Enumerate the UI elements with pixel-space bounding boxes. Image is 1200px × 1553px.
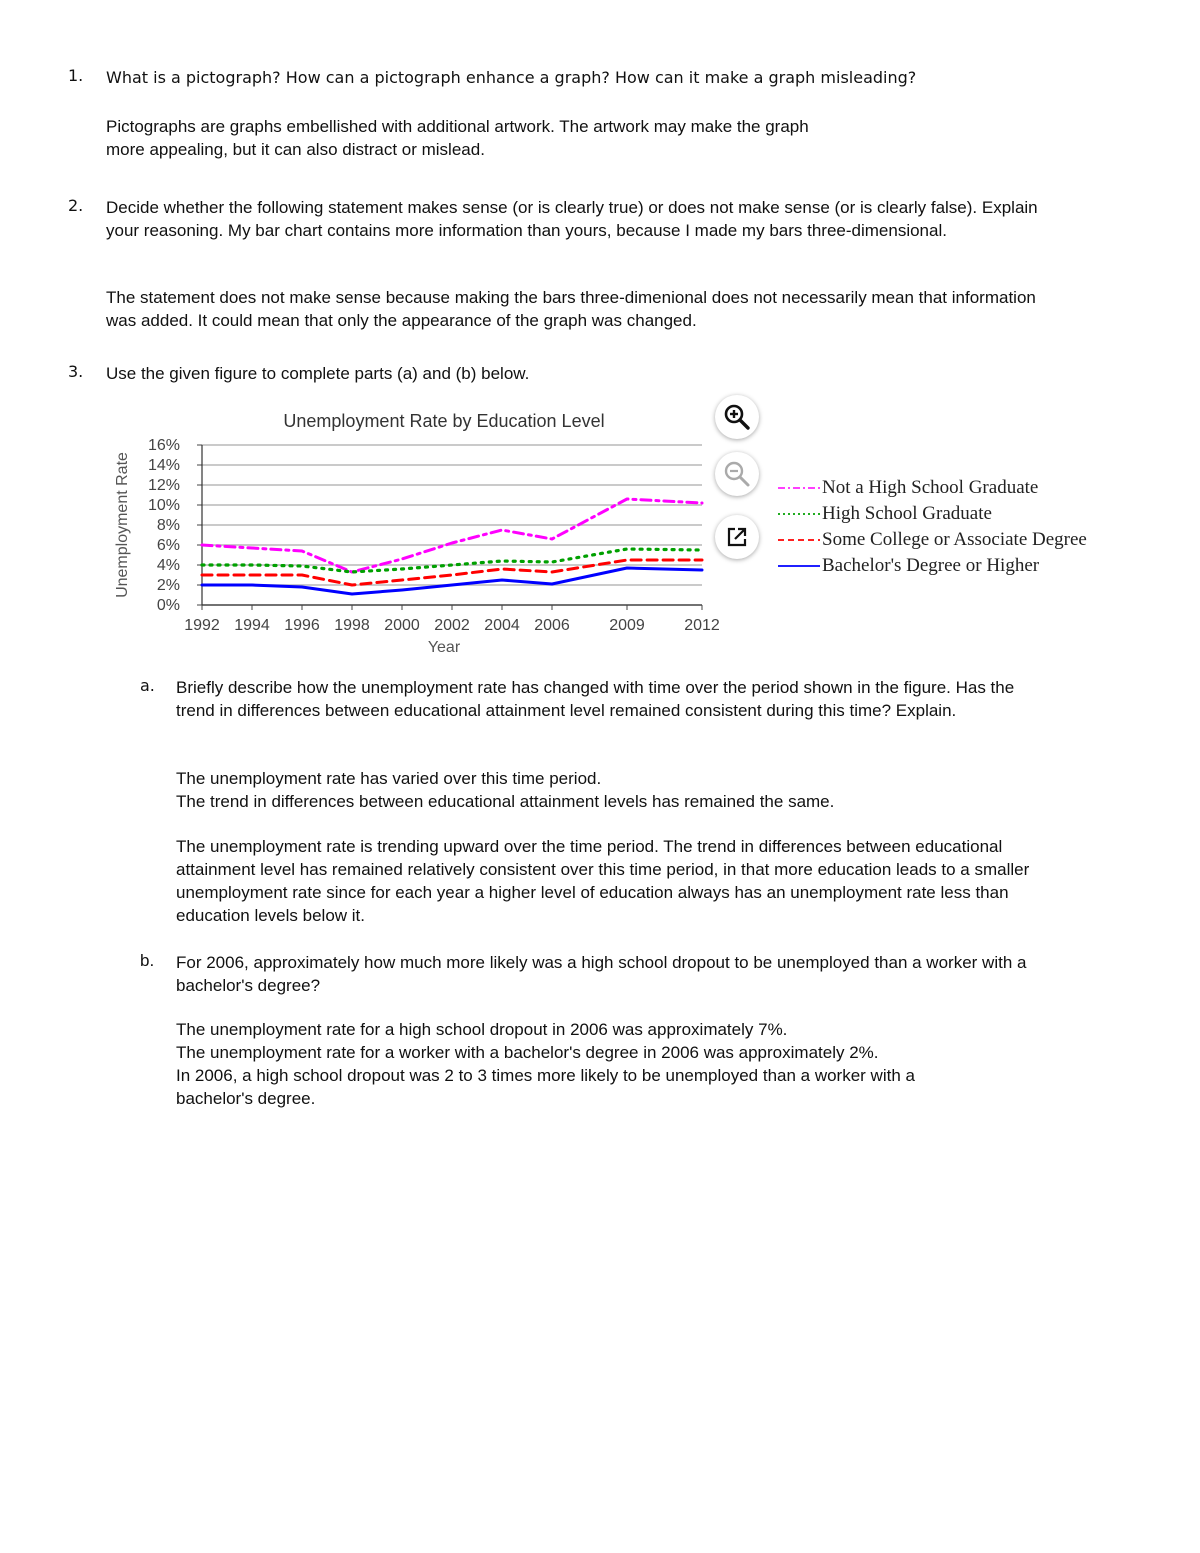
part-question: For 2006, approximately how much more likely was a high school dropout to be unemployed than a worker with a bachelor's degree? [176,953,1027,995]
y-tick-label: 16% [147,437,180,454]
zoom-out-button[interactable] [715,452,759,496]
answer-line: Pictographs are graphs embellished with additional artwork. The artwork may make the graph [106,117,809,136]
x-tick-label: 1994 [234,617,270,634]
chart-legend [776,475,1087,579]
x-tick-label: 2000 [384,617,420,634]
x-axis-label: Year [427,639,461,656]
y-tick-label: 14% [147,457,180,474]
chart-title: Unemployment Rate by Education Level [283,411,605,431]
legend-item [776,475,1087,501]
answer-2: The statement does not make sense because making the bars three-dimenional does not necessarily mean that information was added. It could mean that only the appearance of the graph was changed. [106,288,1036,330]
answer-line: The unemployment rate has varied over this time period. [176,769,602,788]
part-label: b. [140,951,155,970]
question-text: Use the given figure to complete parts (a) and (b) below. [106,364,530,383]
question-number: 2. [68,196,84,215]
answer-paragraph: The unemployment rate is trending upward over the time period. The trend in differences between educational attainment level has remained relatively consistent over this time period, in that more education leads to a smaller unemployment rate since for each year a higher level of education always has an unemployment rate less than education levels below it. [176,837,1030,925]
legend-label: Bachelor's Degree or Higher [822,555,1040,576]
zoom-out-icon [723,460,751,488]
legend-item [776,501,1087,527]
x-tick-label: 2006 [534,617,570,634]
answer-line: In 2006, a high school dropout was 2 to 3 times more likely to be unemployed than a worker with a [176,1066,915,1085]
y-tick-label: 2% [156,577,180,594]
y-tick-label: 10% [147,497,180,514]
part-label: a. [140,676,155,695]
zoom-in-button[interactable] [715,395,759,439]
y-tick-label: 4% [156,557,180,574]
x-tick-label: 2002 [434,617,470,634]
popout-button[interactable] [715,515,759,559]
answer-line: more appealing, but it can also distract or mislead. [106,140,485,159]
zoom-in-icon [723,403,751,431]
question-text: What is a pictograph? How can a pictograph enhance a graph? How can it make a graph misleading? [106,68,917,87]
popout-icon [725,525,749,549]
y-tick-label: 12% [147,477,180,494]
question-number: 1. [68,66,84,85]
y-tick-label: 6% [156,537,180,554]
legend-dashed-swatch [776,535,820,545]
legend-item [776,553,1087,579]
answer-line: bachelor's degree. [176,1089,316,1108]
part-a-answer-1 [176,767,1056,813]
part-a-answer-2 [176,835,1036,927]
part-b-answer [176,1018,1056,1110]
y-axis-label: Unemployment Rate [114,452,131,598]
x-tick-label: 2012 [684,617,720,634]
legend-label: Not a High School Graduate [822,477,1039,498]
x-tick-label: 1996 [284,617,320,634]
question-number: 3. [68,362,84,381]
x-tick-label: 2004 [484,617,520,634]
x-tick-label: 2009 [609,617,645,634]
question-text: Decide whether the following statement makes sense (or is clearly true) or does not make sense (or is clearly false). Explain your reasoning. My bar chart contains more information than yours, because I made my bars three-dimensional. [106,198,1038,240]
legend-dotted-swatch [776,509,820,519]
y-tick-label: 8% [156,517,180,534]
x-tick-label: 1998 [334,617,370,634]
legend-item [776,527,1087,553]
y-tick-label: 0% [156,597,180,614]
part-question: Briefly describe how the unemployment rate has changed with time over the period shown in the figure. Has the trend in differences between educational attainment level remained consistent during this time? Explain. [176,678,1015,720]
series [202,499,702,594]
unemployment-chart [100,400,720,660]
x-tick-label: 1992 [184,617,220,634]
legend-dashdot-swatch [776,483,820,493]
legend-label: Some College or Associate Degree [822,529,1087,550]
answer-line: The unemployment rate for a high school dropout in 2006 was approximately 7%. [176,1020,788,1039]
series-line-dashdot [202,499,702,572]
answer-1 [106,115,1066,161]
legend-solid-swatch [776,561,820,571]
answer-line: The trend in differences between educational attainment levels has remained the same. [176,792,835,811]
legend-label: High School Graduate [822,503,992,524]
answer-line: The unemployment rate for a worker with a bachelor's degree in 2006 was approximately 2%. [176,1043,879,1062]
series-line-solid [202,568,702,594]
